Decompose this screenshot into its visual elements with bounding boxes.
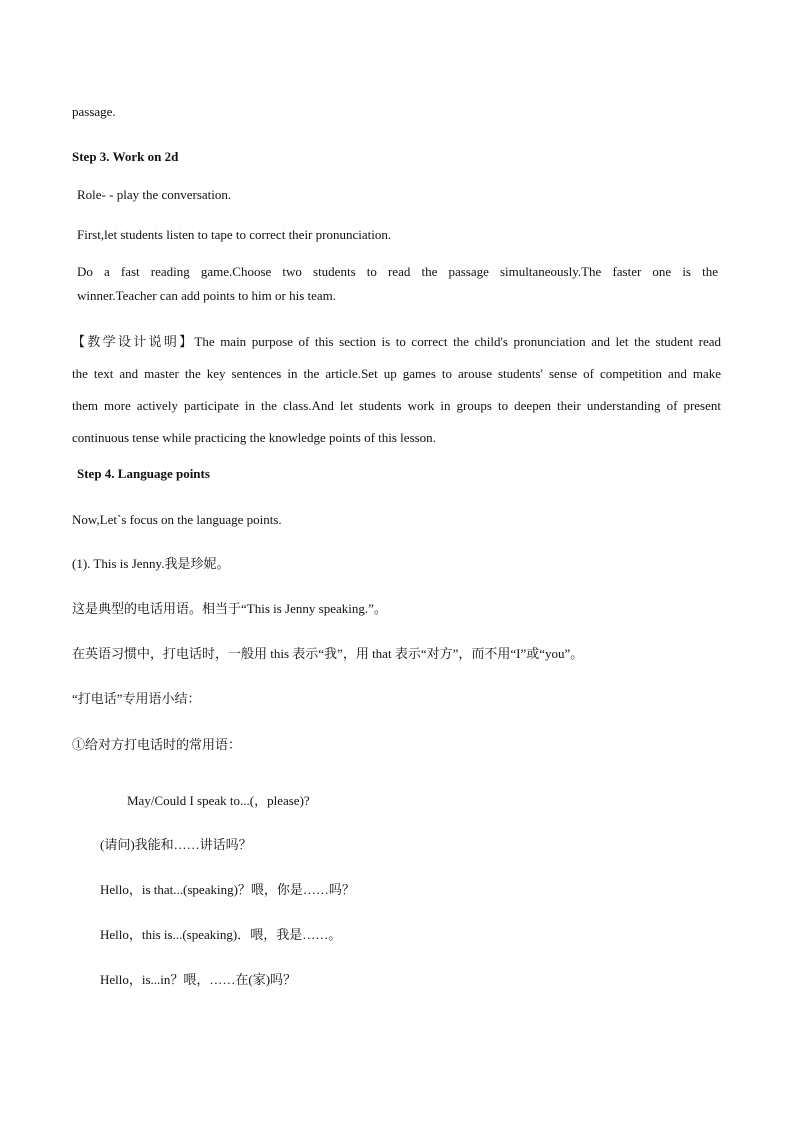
phrase-line: Hello，is...in？喂，……在(家)吗？	[100, 972, 297, 987]
text-line: winner.Teacher can add points to him or his team.	[77, 288, 337, 303]
text-line: Do a fast reading game.Choose two students to read the passage simultaneously.The faster one is the	[77, 264, 718, 279]
text-line: “打电话”专用语小结：	[72, 691, 201, 706]
phrase-line: Hello，is that...(speaking)？喂，你是……吗？	[100, 882, 355, 897]
phrase-line: (请问)我能和……讲话吗？	[100, 837, 252, 852]
text-line: Now,Let`s focus on the language points.	[72, 512, 282, 527]
text-line: (1). This is Jenny.我是珍妮。	[72, 556, 230, 571]
design-note-line: continuous tense while practicing the knowledge points of this lesson.	[72, 430, 436, 445]
design-note-line: 【教学设计说明】The main purpose of this section is to correct the child's pronunciation and let the student read	[72, 334, 721, 349]
section-heading-step3: Step 3. Work on 2d	[72, 149, 179, 164]
phrase-line: Hello，this is...(speaking)．喂，我是……。	[100, 927, 342, 942]
text-line: passage.	[72, 104, 116, 119]
text-line: ①给对方打电话时的常用语：	[72, 737, 242, 752]
text-line: 这是典型的电话用语。相当于“This is Jenny speaking.”。	[72, 601, 387, 616]
text-line: First,let students listen to tape to correct their pronunciation.	[77, 227, 392, 242]
phrase-line: May/Could I speak to...(，please)?	[127, 793, 310, 808]
design-note-line: them more actively participate in the class.And let students work in groups to deepen their understanding of present	[72, 398, 721, 413]
design-note-line: the text and master the key sentences in the article.Set up games to arouse students' sense of competition and make	[72, 366, 721, 381]
text-line: Role- - play the conversation.	[77, 187, 232, 202]
text-line: 在英语习惯中，打电话时，一般用 this 表示“我”，用 that 表示“对方”，而不用“I”或“you”。	[72, 646, 584, 661]
section-heading-step4: Step 4. Language points	[77, 466, 210, 481]
